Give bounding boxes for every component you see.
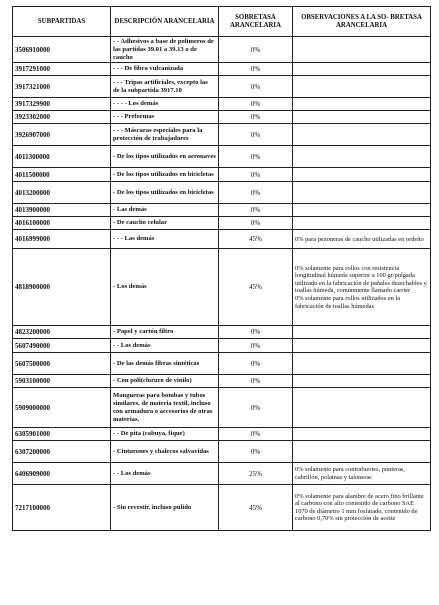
rate-cell: 0% [219,98,293,111]
rate-cell: 0% [219,217,293,230]
table-header-row [13,7,431,37]
observations-cell [293,375,431,388]
rate-cell: 0% [219,124,293,146]
rate-cell: 0% [219,441,293,463]
observations-cell [293,204,431,217]
table-row [13,124,431,146]
observations-cell [293,428,431,441]
header-observaciones: OBSERVACIONES A LA SO- BRETASA ARANCELARIA [293,7,431,37]
table-row [13,428,431,441]
rate-cell: 0% [219,326,293,339]
table-row [13,63,431,76]
code-cell: 4011500000 [13,168,111,182]
rate-cell: 0% [219,339,293,353]
observations-cell [293,63,431,76]
code-cell: 3917291000 [13,63,111,76]
code-cell: 3917321000 [13,76,111,98]
observations-cell [293,441,431,463]
observations-cell [293,146,431,168]
observations-cell: 0% solamente para rollos con resistencia longitudinal húmeda superior a 100 gr/pulgada utilizado en la fabricación de pañales desechables y toallas húmeda, comúnmente llamado carrier 0% solamente para rollos utilizados en la fabricación de toallas húmedas [293,249,431,326]
description-cell: - - - - Los demás [111,98,219,111]
table-row [13,375,431,388]
description-cell: - De las demás fibras sintéticas [111,353,219,375]
rate-cell: 0% [219,428,293,441]
observations-cell [293,217,431,230]
header-subpartidas: SUBPARTIDAS [13,7,111,37]
description-cell: - - De pita (cabuya, fique) [111,428,219,441]
description-cell: Mangueras para bombas y tubos similares, de materia textil, incluso con armadura o accesorios de otras materias. [111,388,219,428]
code-cell: 3506910000 [13,37,111,63]
table-row [13,217,431,230]
code-cell: 3926907000 [13,124,111,146]
table-row [13,249,431,326]
rate-cell: 0% [219,111,293,124]
code-cell: 4818900000 [13,249,111,326]
code-cell: 3923302000 [13,111,111,124]
description-cell: - De los tipos utilizados en bicicletas [111,182,219,204]
observations-cell [293,37,431,63]
observations-cell [293,339,431,353]
table-row [13,230,431,249]
code-cell: 5903100000 [13,375,111,388]
observations-cell [293,98,431,111]
rate-cell: 0% [219,168,293,182]
code-cell: 4823200000 [13,326,111,339]
observations-cell: 0% solamente para alambre de acero fino brillante al carbono con alto contenido de carbono SAE 1070 de diámetro 1 mm fosfatado, contenido de carbono 0,70% sin protección de aceite [293,485,431,531]
code-cell: 4013200000 [13,182,111,204]
table-row [13,326,431,339]
code-cell: 3917329900 [13,98,111,111]
rate-cell: 45% [219,485,293,531]
rate-cell: 0% [219,388,293,428]
description-cell: - Con poli(cloruro de vinilo) [111,375,219,388]
code-cell: 4013900000 [13,204,111,217]
table-row [13,37,431,63]
rate-cell: 0% [219,204,293,217]
description-cell: - Papel y cartón filtro [111,326,219,339]
table-row [13,441,431,463]
code-cell: 6406909000 [13,463,111,485]
table-row [13,111,431,124]
description-cell: - Los demás [111,249,219,326]
description-cell: - - Los demás [111,463,219,485]
description-cell: - Las demás [111,204,219,217]
code-cell: 5607500000 [13,353,111,375]
observations-cell [293,124,431,146]
code-cell: 7217100000 [13,485,111,531]
description-cell: - De caucho celular [111,217,219,230]
description-cell: - - - Las demás [111,230,219,249]
description-cell: - Cinturones y chalecos salvavidas [111,441,219,463]
code-cell: 6305901000 [13,428,111,441]
rate-cell: 0% [219,76,293,98]
table-row [13,76,431,98]
code-cell: 5909000000 [13,388,111,428]
rate-cell: 0% [219,353,293,375]
header-sobretasa: SOBRETASA ARANCELARIA [219,7,293,37]
table-row [13,485,431,531]
description-cell: - De los tipos utilizados en bicicletas [111,168,219,182]
observations-cell: 0% solamente para contrafuertes, punteras, cabrillón, polainas y taloneras [293,463,431,485]
code-cell: 5607490000 [13,339,111,353]
observations-cell [293,182,431,204]
observations-cell [293,388,431,428]
rate-cell: 45% [219,249,293,326]
table-row [13,182,431,204]
observations-cell [293,168,431,182]
description-cell: - - - Preformas [111,111,219,124]
code-cell: 4011300000 [13,146,111,168]
table-row [13,98,431,111]
rate-cell: 25% [219,463,293,485]
description-cell: - - - Tripas artificiales, excepto las de la subpartida 3917.10 [111,76,219,98]
observations-cell [293,353,431,375]
description-cell: - De los tipos utilizados en aeronaves [111,146,219,168]
code-cell: 4016999000 [13,230,111,249]
rate-cell: 45% [219,230,293,249]
rate-cell: 0% [219,146,293,168]
code-cell: 6307200000 [13,441,111,463]
description-cell: - - - Máscaras especiales para la protección de trabajadores [111,124,219,146]
table-row [13,204,431,217]
description-cell: - - - De fibra vulcanizada [111,63,219,76]
rate-cell: 0% [219,37,293,63]
observations-cell [293,326,431,339]
description-cell: - Sin revestir, incluso pulido [111,485,219,531]
table-row [13,463,431,485]
description-cell: - - Los demás [111,339,219,353]
code-cell: 4016100000 [13,217,111,230]
observations-cell [293,111,431,124]
table-row [13,339,431,353]
rate-cell: 0% [219,63,293,76]
header-descripcion: DESCRIPCIÓN ARANCELARIA [111,7,219,37]
description-cell: - - Adhesivos a base de polímeros de las partidas 39.01 a 39.13 o de caucho [111,37,219,63]
rate-cell: 0% [219,375,293,388]
observations-cell [293,76,431,98]
table-row [13,353,431,375]
table-row [13,146,431,168]
table-row [13,168,431,182]
rate-cell: 0% [219,182,293,204]
tariff-table [12,6,431,531]
observations-cell: 0% para pezoneras de caucho utilizadas en ordeño [293,230,431,249]
table-row [13,388,431,428]
